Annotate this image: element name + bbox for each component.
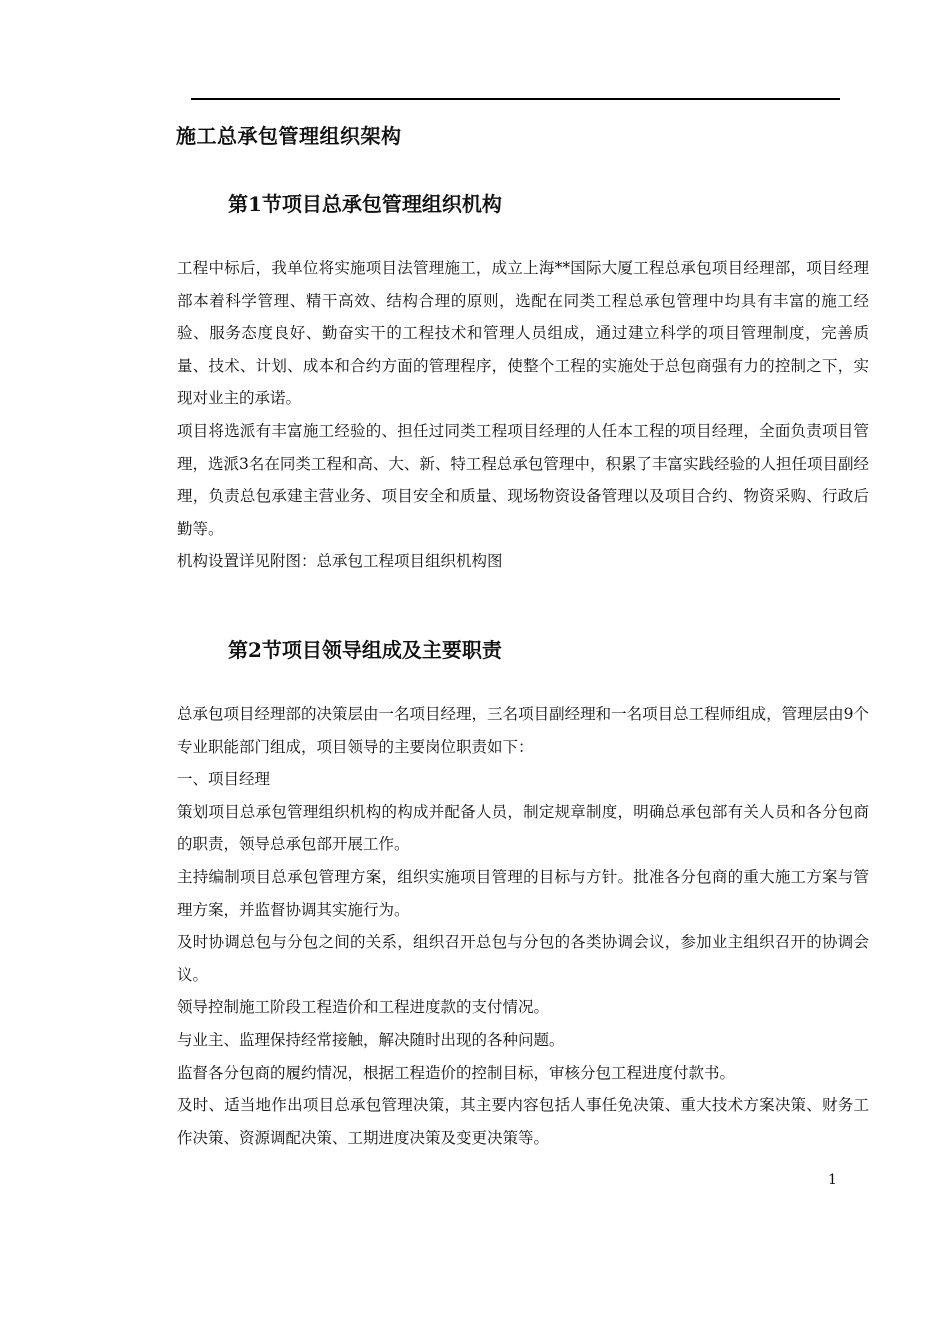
paragraph: 监督各分包商的履约情况，根据工程造价的控制目标，审核分包工程进度付款书。 [177, 1063, 736, 1082]
paragraph: 及时协调总包与分包之间的关系，组织召开总包与分包的各类协调会议，参加业主组织召开的协调会议。 [177, 933, 869, 984]
section-2-title: 第2节项目领导组成及主要职责 [228, 638, 502, 662]
paragraph: 及时、适当地作出项目总承包管理决策，其主要内容包括人事任免决策、重大技术方案决策、财务工作决策、资源调配决策、工期进度决策及变更决策等。 [177, 1096, 869, 1147]
paragraph: 机构设置详见附图：总承包工程项目组织机构图 [177, 552, 503, 571]
paragraph: 总承包项目经理部的决策层由一名项目经理，三名项目副经理和一名项目总工程师组成，管理层由9个专业职能部门组成，项目领导的主要岗位职责如下： [177, 705, 869, 756]
paragraph: 主持编制项目总承包管理方案，组织实施项目管理的目标与方针。批准各分包商的重大施工方案与管理方案，并监督协调其实施行为。 [177, 867, 869, 919]
subheading: 一、项目经理 [177, 770, 271, 789]
paragraph: 策划项目总承包管理组织机构的构成并配备人员，制定规章制度，明确总承包部有关人员和各分包商的职责，领导总承包部开展工作。 [177, 802, 869, 854]
paragraph: 与业主、监理保持经常接触，解决随时出现的各种问题。 [177, 1030, 565, 1049]
section-1-title: 第1节项目总承包管理组织机构 [228, 192, 502, 216]
section-1-body [177, 252, 869, 578]
page-number: 1 [828, 1172, 837, 1188]
paragraph: 领导控制施工阶段工程造价和工程进度款的支付情况。 [177, 998, 550, 1017]
header-rule [191, 98, 840, 100]
section-2-body [177, 698, 869, 1154]
paragraph: 项目将选派有丰富施工经验的、担任过同类工程项目经理的人任本工程的项目经理，全面负责项目管理，选派3名在同类工程和高、大、新、特工程总承包管理中，积累了丰富实践经验的人担任项目副经理，负责总包承建主营业务、项目安全和质量、现场物资设备管理以及项目合约、物资采购、行政后勤等。 [177, 421, 869, 538]
paragraph: 工程中标后，我单位将实施项目法管理施工，成立上海**国际大厦工程总承包项目经理部，项目经理部本着科学管理、精干高效、结构合理的原则，选配在同类工程总承包管理中均具有丰富的施工经验、服务态度良好、勤奋实干的工程技术和管理人员组成，通过建立科学的项目管理制度，完善质量、技术、计划、成本和合约方面的管理程序，使整个工程的实施处于总包商强有力的控制之下，实现对业主的承诺。 [177, 259, 869, 408]
document-title: 施工总承包管理组织架构 [176, 124, 402, 148]
